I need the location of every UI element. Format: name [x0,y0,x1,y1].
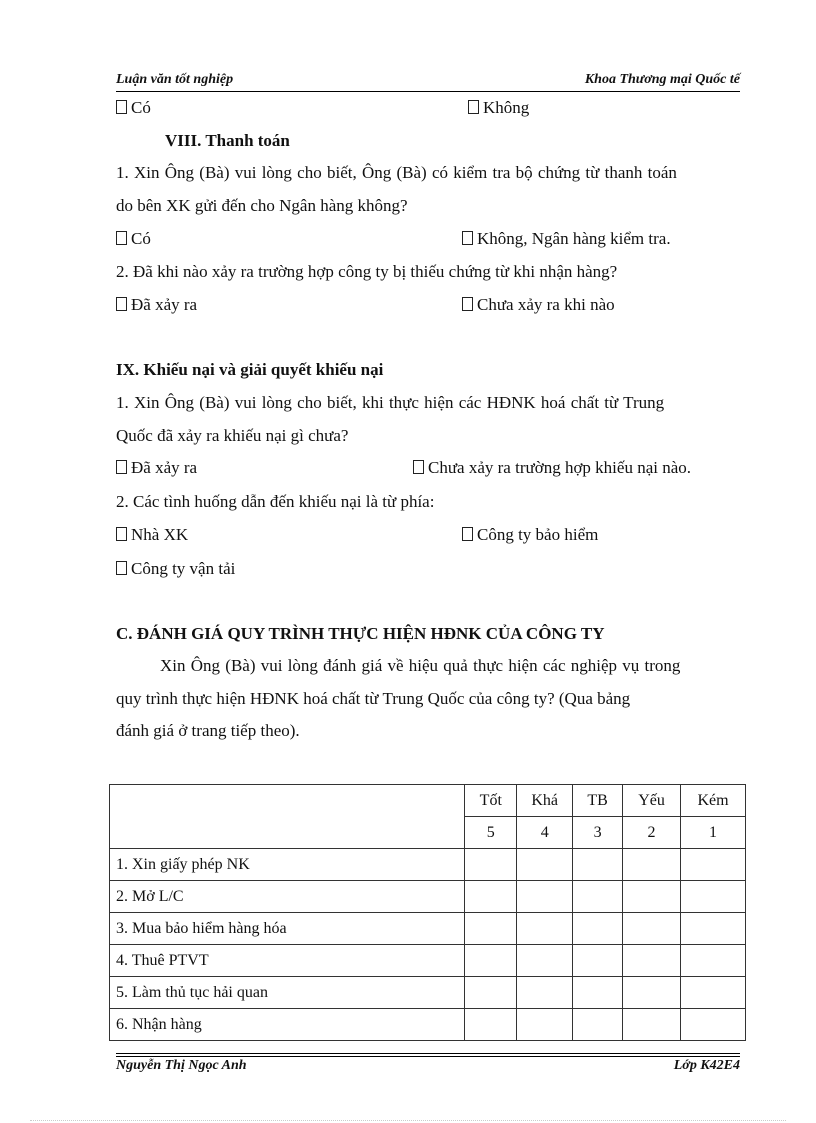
page-edge-divider [30,1120,786,1121]
rating-cell[interactable] [623,849,681,881]
rating-cell[interactable] [623,881,681,913]
checkbox-icon [413,460,424,474]
section9-q2-option-c: Công ty vận tải [116,559,235,579]
rating-cell[interactable] [573,881,623,913]
rating-cell[interactable] [681,1009,746,1041]
rating-cell[interactable] [517,945,573,977]
rating-cell[interactable] [681,945,746,977]
rating-cell[interactable] [465,881,517,913]
section9-q2-option-b: Công ty bảo hiểm [462,525,598,545]
evaluation-table [109,784,746,1041]
rating-cell[interactable] [465,1009,517,1041]
section8-q1-line1: 1. Xin Ông (Bà) vui lòng cho biết, Ông (Bà) có kiểm tra bộ chứng từ thanh toán [116,163,677,182]
option-khong-top: Không [468,98,529,118]
section9-q1-option-a: Đã xảy ra [116,458,197,478]
section9-q2: 2. Các tình huống dẫn đến khiếu nại là từ phía: [116,492,435,511]
section8-q1-line2: do bên XK gửi đến cho Ngân hàng không? [116,196,408,215]
rating-cell[interactable] [573,945,623,977]
score-header: 5 [465,817,517,849]
task-label: 2. Mở L/C [110,881,465,913]
rating-cell[interactable] [623,913,681,945]
checkbox-icon [116,527,127,541]
footer-rule [116,1056,740,1057]
sectionC-title: C. ĐÁNH GIÁ QUY TRÌNH THỰC HIỆN HĐNK CỦA CÔNG TY [116,624,605,643]
checkbox-icon [468,100,479,114]
rating-cell[interactable] [517,881,573,913]
header-left: Luận văn tốt nghiệp [116,72,234,87]
score-header: 3 [573,817,623,849]
rating-header: Khá [517,785,573,817]
rating-cell[interactable] [517,1009,573,1041]
rating-cell[interactable] [517,913,573,945]
table-row [110,945,746,977]
section8-title: VIII. Thanh toán [165,131,290,150]
rating-cell[interactable] [465,849,517,881]
checkbox-icon [116,460,127,474]
section9-q1-option-b: Chưa xảy ra trường hợp khiếu nại nào. [413,458,691,478]
checkbox-icon [116,100,127,114]
section9-q1-line2: Quốc đã xảy ra khiếu nại gì chưa? [116,426,349,445]
rating-cell[interactable] [681,881,746,913]
section9-q1-line1: 1. Xin Ông (Bà) vui lòng cho biết, khi thực hiện các HĐNK hoá chất từ Trung [116,393,665,412]
rating-cell[interactable] [517,849,573,881]
footer-right: Lớp K42E4 [673,1058,740,1073]
rating-cell[interactable] [573,849,623,881]
task-label: 4. Thuê PTVT [110,945,465,977]
section8-q1-option-b: Không, Ngân hàng kiểm tra. [462,229,671,249]
table-row [110,849,746,881]
footer-rule [116,1053,740,1054]
table-row [110,977,746,1009]
section9-title: IX. Khiếu nại và giải quyết khiếu nại [116,360,384,379]
task-label: 5. Làm thủ tục hải quan [110,977,465,1009]
rating-cell[interactable] [573,913,623,945]
table-row [110,913,746,945]
sectionC-para-line2: quy trình thực hiện HĐNK hoá chất từ Trung Quốc của công ty? (Qua bảng [116,689,631,708]
option-co-top: Có [116,98,151,118]
table-header-row [110,785,746,817]
section8-q2-option-b: Chưa xảy ra khi nào [462,295,615,315]
rating-header: Tốt [465,785,517,817]
rating-cell[interactable] [465,913,517,945]
score-header: 4 [517,817,573,849]
section8-q2-option-a: Đã xảy ra [116,295,197,315]
rating-cell[interactable] [623,977,681,1009]
table-row [110,1009,746,1041]
checkbox-icon [462,297,473,311]
header-rule [116,91,740,92]
section8-q1-option-a: Có [116,229,151,249]
score-header: 1 [681,817,746,849]
score-header: 2 [623,817,681,849]
sectionC-para-line3: đánh giá ở trang tiếp theo). [116,721,300,740]
header-right: Khoa Thương mại Quốc tế [584,72,740,87]
task-label: 6. Nhận hàng [110,1009,465,1041]
rating-cell[interactable] [465,977,517,1009]
section8-q2: 2. Đã khi nào xảy ra trường hợp công ty bị thiếu chứng từ khi nhận hàng? [116,262,618,281]
rating-cell[interactable] [681,977,746,1009]
checkbox-icon [116,297,127,311]
sectionC-para-line1: Xin Ông (Bà) vui lòng đánh giá về hiệu quả thực hiện các nghiệp vụ trong [160,656,681,675]
rating-cell[interactable] [517,977,573,1009]
rating-cell[interactable] [681,849,746,881]
rating-cell[interactable] [573,1009,623,1041]
rating-header: Yếu [623,785,681,817]
rating-header: Kém [681,785,746,817]
rating-header: TB [573,785,623,817]
footer-left: Nguyễn Thị Ngọc Anh [116,1058,247,1073]
rating-cell[interactable] [573,977,623,1009]
table-header-blank [110,785,465,849]
rating-cell[interactable] [623,1009,681,1041]
task-label: 1. Xin giấy phép NK [110,849,465,881]
task-label: 3. Mua bảo hiểm hàng hóa [110,913,465,945]
rating-cell[interactable] [623,945,681,977]
checkbox-icon [116,231,127,245]
checkbox-icon [116,561,127,575]
section9-q2-option-a: Nhà XK [116,525,188,545]
table-row [110,881,746,913]
rating-cell[interactable] [681,913,746,945]
checkbox-icon [462,231,473,245]
rating-cell[interactable] [465,945,517,977]
checkbox-icon [462,527,473,541]
